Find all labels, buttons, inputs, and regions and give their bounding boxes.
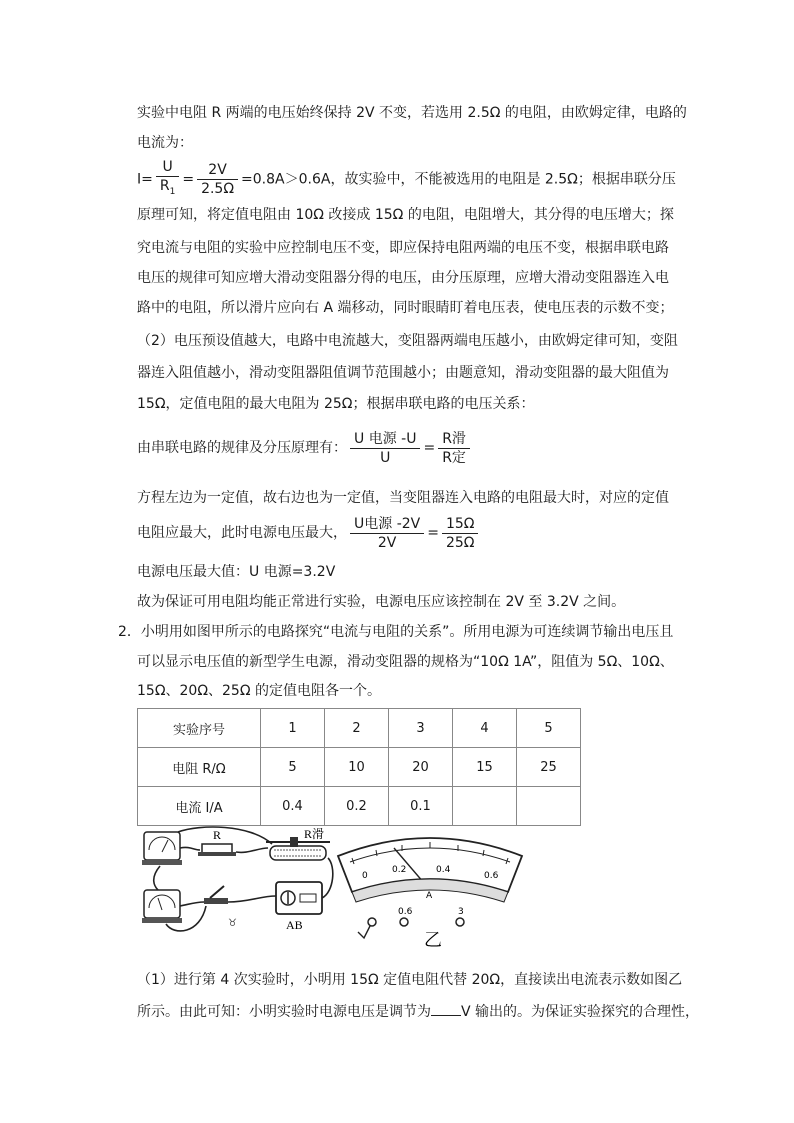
text-line: 电压的规律可知应增大滑动变阻器分得的电压，由分压原理，应增大滑动变阻器连入电 — [137, 270, 669, 286]
table-cell: 0.1 — [389, 787, 453, 826]
table-row — [138, 709, 581, 748]
table-cell: 10 — [325, 748, 389, 787]
table-cell: 0.2 — [325, 787, 389, 826]
table-row — [138, 748, 581, 787]
stray-mark: ♉ — [228, 918, 237, 929]
table-cell: 实验序号 — [138, 709, 261, 748]
text-line: 方程左边为一定值，故右边也为一定值，当变阻器连入电路的电阻最大时，对应的定值 — [137, 490, 669, 506]
text-line: 路中的电阻，所以滑片应向右 A 端移动，同时眼睛盯着电压表，使电压表的示数不变； — [137, 300, 674, 316]
table-cell — [517, 787, 581, 826]
table-cell: 20 — [389, 748, 453, 787]
resistor-icon — [198, 844, 236, 856]
switch-icon — [204, 886, 228, 904]
text-line: 器连入阻值越小，滑动变阻器阻值调节范围越小；由题意知，滑动变阻器的最大阻值为 — [137, 365, 669, 381]
meter-tick-label: 0.6 — [484, 871, 499, 881]
table-cell: 电阻 R/Ω — [138, 748, 261, 787]
table-cell: 5 — [261, 748, 325, 787]
answer-blank[interactable] — [431, 1001, 461, 1016]
circuit-figure — [140, 826, 640, 954]
meter-terminal-label: 3 — [458, 907, 464, 917]
text-line: 原理可知，将定值电阻由 10Ω 改接成 15Ω 的电阻，电阻增大，其分得的电压增大；探 — [137, 207, 674, 223]
meter-terminals — [358, 918, 464, 938]
text-line: （1）进行第 4 次实验时，小明用 15Ω 定值电阻代替 20Ω，直接读出电流表示数如图乙 — [137, 972, 683, 988]
label-r: R — [213, 828, 222, 842]
table-row — [138, 787, 581, 826]
text-line: 故为保证可用电阻均能正常进行实验，电源电压应该控制在 2V 至 3.2V 之间。 — [137, 594, 626, 610]
table-cell: 5 — [517, 709, 581, 748]
power-supply-icon — [276, 882, 322, 914]
label-rslide: R滑 — [304, 827, 325, 841]
table-cell: 15 — [453, 748, 517, 787]
text-line: （2）电压预设值越大，电路中电流越大，变阻器两端电压越小，由欧姆定律可知，变阻 — [137, 333, 678, 349]
text-line: 15Ω、20Ω、25Ω 的定值电阻各一个。 — [137, 683, 381, 699]
meter-tick-label: 0.2 — [392, 865, 407, 875]
ammeter-small-icon — [142, 890, 182, 923]
table-cell: 3 — [389, 709, 453, 748]
meter-terminal-label: 0.6 — [398, 907, 413, 917]
voltmeter-icon — [142, 832, 182, 865]
experiment-table — [137, 708, 581, 826]
equation-voltage-ratio: 由串联电路的规律及分压原理有： $\frac{\text{U 电源 -U}}{U}$ = $\frac{\text{R滑}}{\text{R定}}$ — [137, 428, 473, 468]
table-cell: 4 — [453, 709, 517, 748]
table-cell: 电流 I/A — [138, 787, 261, 826]
meter-tick-label: 0.4 — [436, 865, 451, 875]
text-line: 电流为： — [137, 135, 193, 151]
table-cell: 25 — [517, 748, 581, 787]
table-cell: 1 — [261, 709, 325, 748]
equation-max-voltage: 电阻应最大，此时电源电压最大， $\frac{\text{U电源 -2V}}{2V}$ = $\frac{15\Omega}{25\Omega}$ — [137, 513, 481, 553]
label-yi: 乙 — [424, 930, 442, 951]
label-ab: AB — [286, 918, 303, 932]
text-line: 实验中电阻 R 两端的电压始终保持 2V 不变，若选用 2.5Ω 的电阻，由欧姆定律，电路的 — [137, 105, 687, 121]
text-line: 所示。由此可知：小明实验时电源电压是调节为 V 输出的。为保证实验探究的合理性， — [137, 1001, 699, 1022]
text-line: 15Ω，定值电阻的最大电阻为 25Ω；根据串联电路的电压关系： — [137, 396, 535, 412]
table-cell — [453, 787, 517, 826]
text-line: 可以显示电压值的新型学生电源，滑动变阻器的规格为“10Ω 1A”，阻值为 5Ω、10Ω、 — [137, 654, 674, 670]
meter-tick-label: 0 — [362, 871, 368, 881]
text-line: 电源电压最大值：U 电源=3.2V — [137, 564, 336, 580]
meter-unit: A — [426, 891, 433, 901]
table-cell: 2 — [325, 709, 389, 748]
equation-current: I= $\frac{U}{R_1}$ = $\frac{2V}{2.5\Omega}$ =0.8A＞0.6A，故实验中，不能被选用的电阻是 2.5Ω；根据串联分压 — [137, 159, 676, 197]
text-line: 究电流与电阻的实验中应控制电压不变，即应保持电阻两端的电压不变，根据串联电路 — [137, 240, 669, 256]
question-number-line: 2．小明用如图甲所示的电路探究“电流与电阻的关系”。所用电源为可连续调节输出电压且 — [118, 624, 674, 640]
table-cell: 0.4 — [261, 787, 325, 826]
